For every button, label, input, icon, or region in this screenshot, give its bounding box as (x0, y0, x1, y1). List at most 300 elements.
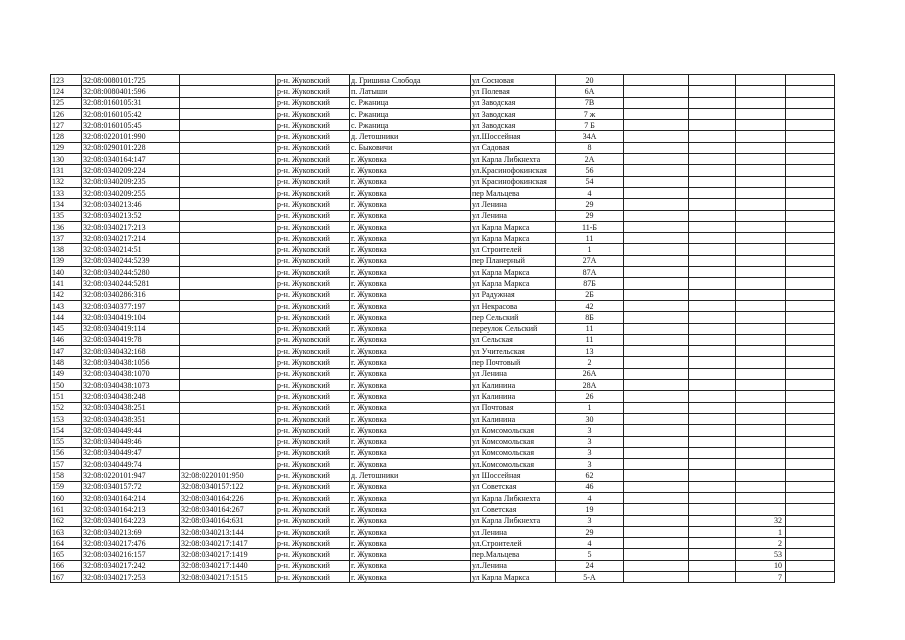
trailing-empty-cell (786, 380, 835, 391)
house-number-cell: 11-Б (556, 221, 624, 232)
extra-col-1-cell (624, 560, 689, 571)
extra-col-2-cell (689, 267, 736, 278)
table-row (51, 210, 835, 221)
house-number-cell: 20 (556, 75, 624, 86)
street-cell: ул Комсомольская (471, 436, 556, 447)
house-number-cell: 4 (556, 492, 624, 503)
trailing-empty-cell (786, 402, 835, 413)
table-row (51, 538, 835, 549)
locality-cell: г. Жуковка (350, 357, 471, 368)
extra-col-2-cell (689, 368, 736, 379)
extra-col-3-cell (736, 481, 786, 492)
parent-cadastral-number-cell (180, 142, 276, 153)
extra-col-1-cell (624, 86, 689, 97)
street-cell: ул.Красинофокинская (471, 165, 556, 176)
district-cell: р-н. Жуковский (276, 334, 350, 345)
cadastral-number-cell: 32:08:0340244:5280 (82, 267, 180, 278)
extra-col-2-cell (689, 289, 736, 300)
parent-cadastral-number-cell (180, 199, 276, 210)
cadastral-number-cell: 32:08:0340214:51 (82, 244, 180, 255)
locality-cell: г. Жуковка (350, 154, 471, 165)
trailing-empty-cell (786, 165, 835, 176)
cadastral-number-cell: 32:08:0340157:72 (82, 481, 180, 492)
extra-col-3-cell (736, 391, 786, 402)
cadastral-number-cell: 32:08:0340449:44 (82, 425, 180, 436)
extra-col-1-cell (624, 538, 689, 549)
table-row (51, 380, 835, 391)
house-number-cell: 11 (556, 334, 624, 345)
cadastral-number-cell: 32:08:0080401:596 (82, 86, 180, 97)
locality-cell: г. Жуковка (350, 199, 471, 210)
table-row (51, 221, 835, 232)
parent-cadastral-number-cell: 32:08:0340217:1417 (180, 538, 276, 549)
extra-col-1-cell (624, 413, 689, 424)
extra-col-2-cell (689, 380, 736, 391)
district-cell: р-н. Жуковский (276, 447, 350, 458)
trailing-empty-cell (786, 447, 835, 458)
trailing-empty-cell (786, 97, 835, 108)
locality-cell: г. Жуковка (350, 572, 471, 583)
parent-cadastral-number-cell (180, 380, 276, 391)
locality-cell: г. Жуковка (350, 165, 471, 176)
district-cell: р-н. Жуковский (276, 572, 350, 583)
cadastral-number-cell: 32:08:0340217:242 (82, 560, 180, 571)
parent-cadastral-number-cell: 32:08:0340164:267 (180, 504, 276, 515)
street-cell: ул.Строителей (471, 538, 556, 549)
extra-col-2-cell (689, 413, 736, 424)
extra-col-2-cell (689, 391, 736, 402)
trailing-empty-cell (786, 131, 835, 142)
register-table-body (51, 75, 835, 583)
street-cell: ул Красинофокинская (471, 176, 556, 187)
parent-cadastral-number-cell (180, 459, 276, 470)
street-cell: ул Шоссейная (471, 470, 556, 481)
street-cell: переулок Сельский (471, 323, 556, 334)
district-cell: р-н. Жуковский (276, 86, 350, 97)
locality-cell: г. Жуковка (350, 221, 471, 232)
parent-cadastral-number-cell: 32:08:0340217:1515 (180, 572, 276, 583)
extra-col-3-cell (736, 97, 786, 108)
district-cell: р-н. Жуковский (276, 459, 350, 470)
street-cell: ул Советская (471, 504, 556, 515)
parent-cadastral-number-cell (180, 210, 276, 221)
trailing-empty-cell (786, 492, 835, 503)
extra-col-2-cell (689, 346, 736, 357)
table-row (51, 515, 835, 526)
row-number-cell: 137 (51, 233, 82, 244)
parent-cadastral-number-cell (180, 233, 276, 244)
parent-cadastral-number-cell (180, 165, 276, 176)
cadastral-number-cell: 32:08:0340164:213 (82, 504, 180, 515)
parent-cadastral-number-cell (180, 176, 276, 187)
district-cell: р-н. Жуковский (276, 538, 350, 549)
street-cell: пер.Мальцева (471, 549, 556, 560)
locality-cell: г. Жуковка (350, 560, 471, 571)
parent-cadastral-number-cell (180, 97, 276, 108)
locality-cell: г. Жуковка (350, 244, 471, 255)
cadastral-number-cell: 32:08:0340438:251 (82, 402, 180, 413)
parent-cadastral-number-cell (180, 447, 276, 458)
row-number-cell: 149 (51, 368, 82, 379)
extra-col-1-cell (624, 165, 689, 176)
district-cell: р-н. Жуковский (276, 187, 350, 198)
trailing-empty-cell (786, 391, 835, 402)
parent-cadastral-number-cell (180, 413, 276, 424)
table-row (51, 120, 835, 131)
house-number-cell: 4 (556, 538, 624, 549)
locality-cell: г. Жуковка (350, 233, 471, 244)
locality-cell: г. Жуковка (350, 425, 471, 436)
parent-cadastral-number-cell: 32:08:0220101:950 (180, 470, 276, 481)
extra-col-1-cell (624, 481, 689, 492)
row-number-cell: 165 (51, 549, 82, 560)
district-cell: р-н. Жуковский (276, 142, 350, 153)
extra-col-3-cell (736, 492, 786, 503)
trailing-empty-cell (786, 86, 835, 97)
cadastral-number-cell: 32:08:0340438:1073 (82, 380, 180, 391)
extra-col-3-cell: 2 (736, 538, 786, 549)
extra-col-1-cell (624, 425, 689, 436)
extra-col-1-cell (624, 470, 689, 481)
locality-cell: г. Жуковка (350, 323, 471, 334)
trailing-empty-cell (786, 504, 835, 515)
table-row (51, 300, 835, 311)
cadastral-number-cell: 32:08:0340213:69 (82, 526, 180, 537)
table-row (51, 97, 835, 108)
extra-col-3-cell (736, 108, 786, 119)
extra-col-3-cell (736, 289, 786, 300)
row-number-cell: 142 (51, 289, 82, 300)
extra-col-3-cell (736, 436, 786, 447)
parent-cadastral-number-cell (180, 357, 276, 368)
extra-col-3-cell (736, 176, 786, 187)
district-cell: р-н. Жуковский (276, 120, 350, 131)
extra-col-1-cell (624, 176, 689, 187)
extra-col-1-cell (624, 323, 689, 334)
table-row (51, 346, 835, 357)
cadastral-number-cell: 32:08:0160105:31 (82, 97, 180, 108)
locality-cell: д. Летошники (350, 470, 471, 481)
extra-col-2-cell (689, 459, 736, 470)
house-number-cell: 7 ж (556, 108, 624, 119)
extra-col-3-cell (736, 300, 786, 311)
house-number-cell: 28А (556, 380, 624, 391)
extra-col-3-cell: 1 (736, 526, 786, 537)
extra-col-2-cell (689, 436, 736, 447)
trailing-empty-cell (786, 289, 835, 300)
register-table (50, 74, 835, 583)
table-row (51, 75, 835, 86)
extra-col-3-cell (736, 402, 786, 413)
extra-col-3-cell (736, 255, 786, 266)
district-cell: р-н. Жуковский (276, 176, 350, 187)
cadastral-number-cell: 32:08:0340164:147 (82, 154, 180, 165)
trailing-empty-cell (786, 357, 835, 368)
row-number-cell: 131 (51, 165, 82, 176)
street-cell: пер Сельский (471, 312, 556, 323)
row-number-cell: 140 (51, 267, 82, 278)
extra-col-1-cell (624, 221, 689, 232)
parent-cadastral-number-cell: 32:08:0340164:631 (180, 515, 276, 526)
extra-col-3-cell (736, 459, 786, 470)
extra-col-2-cell (689, 210, 736, 221)
district-cell: р-н. Жуковский (276, 75, 350, 86)
cadastral-number-cell: 32:08:0340217:476 (82, 538, 180, 549)
extra-col-1-cell (624, 120, 689, 131)
extra-col-2-cell (689, 300, 736, 311)
extra-col-3-cell (736, 425, 786, 436)
row-number-cell: 156 (51, 447, 82, 458)
house-number-cell: 2А (556, 154, 624, 165)
parent-cadastral-number-cell (180, 300, 276, 311)
row-number-cell: 125 (51, 97, 82, 108)
locality-cell: г. Жуковка (350, 447, 471, 458)
street-cell: ул Калинина (471, 413, 556, 424)
house-number-cell: 27А (556, 255, 624, 266)
extra-col-2-cell (689, 481, 736, 492)
cadastral-number-cell: 32:08:0340209:255 (82, 187, 180, 198)
district-cell: р-н. Жуковский (276, 368, 350, 379)
extra-col-3-cell (736, 368, 786, 379)
trailing-empty-cell (786, 255, 835, 266)
cadastral-number-cell: 32:08:0220101:990 (82, 131, 180, 142)
street-cell: ул.Комсомольская (471, 459, 556, 470)
locality-cell: с. Ржаница (350, 108, 471, 119)
street-cell: ул Калинина (471, 380, 556, 391)
table-row (51, 334, 835, 345)
street-cell: ул Садовая (471, 142, 556, 153)
trailing-empty-cell (786, 142, 835, 153)
parent-cadastral-number-cell (180, 334, 276, 345)
extra-col-1-cell (624, 233, 689, 244)
house-number-cell: 4 (556, 187, 624, 198)
parent-cadastral-number-cell: 32:08:0340164:226 (180, 492, 276, 503)
house-number-cell: 6А (556, 86, 624, 97)
table-row (51, 165, 835, 176)
row-number-cell: 163 (51, 526, 82, 537)
parent-cadastral-number-cell (180, 391, 276, 402)
house-number-cell: 19 (556, 504, 624, 515)
extra-col-3-cell: 53 (736, 549, 786, 560)
parent-cadastral-number-cell (180, 312, 276, 323)
district-cell: р-н. Жуковский (276, 278, 350, 289)
extra-col-3-cell (736, 278, 786, 289)
trailing-empty-cell (786, 538, 835, 549)
district-cell: р-н. Жуковский (276, 312, 350, 323)
house-number-cell: 7В (556, 97, 624, 108)
street-cell: ул Заводская (471, 120, 556, 131)
district-cell: р-н. Жуковский (276, 481, 350, 492)
extra-col-2-cell (689, 572, 736, 583)
cadastral-number-cell: 32:08:0340217:213 (82, 221, 180, 232)
trailing-empty-cell (786, 459, 835, 470)
trailing-empty-cell (786, 187, 835, 198)
extra-col-3-cell (736, 334, 786, 345)
row-number-cell: 155 (51, 436, 82, 447)
row-number-cell: 133 (51, 187, 82, 198)
extra-col-3-cell (736, 346, 786, 357)
extra-col-3-cell (736, 504, 786, 515)
extra-col-3-cell (736, 142, 786, 153)
table-row (51, 244, 835, 255)
district-cell: р-н. Жуковский (276, 233, 350, 244)
street-cell: ул Советская (471, 481, 556, 492)
street-cell: пер Почтовый (471, 357, 556, 368)
row-number-cell: 150 (51, 380, 82, 391)
extra-col-2-cell (689, 165, 736, 176)
parent-cadastral-number-cell (180, 425, 276, 436)
cadastral-number-cell: 32:08:0340438:351 (82, 413, 180, 424)
extra-col-1-cell (624, 346, 689, 357)
extra-col-1-cell (624, 402, 689, 413)
street-cell: ул Карла Маркса (471, 221, 556, 232)
house-number-cell: 29 (556, 199, 624, 210)
extra-col-2-cell (689, 334, 736, 345)
extra-col-1-cell (624, 300, 689, 311)
parent-cadastral-number-cell (180, 402, 276, 413)
locality-cell: г. Жуковка (350, 504, 471, 515)
row-number-cell: 162 (51, 515, 82, 526)
street-cell: ул Заводская (471, 97, 556, 108)
street-cell: ул Карла Маркса (471, 267, 556, 278)
street-cell: пер Мальцева (471, 187, 556, 198)
extra-col-3-cell (736, 267, 786, 278)
locality-cell: г. Жуковка (350, 380, 471, 391)
locality-cell: г. Жуковка (350, 346, 471, 357)
extra-col-2-cell (689, 470, 736, 481)
cadastral-number-cell: 32:08:0340244:5281 (82, 278, 180, 289)
parent-cadastral-number-cell: 32:08:0340217:1419 (180, 549, 276, 560)
cadastral-number-cell: 32:08:0080101:725 (82, 75, 180, 86)
house-number-cell: 11 (556, 233, 624, 244)
cadastral-number-cell: 32:08:0340209:235 (82, 176, 180, 187)
extra-col-2-cell (689, 560, 736, 571)
locality-cell: г. Жуковка (350, 289, 471, 300)
extra-col-2-cell (689, 142, 736, 153)
locality-cell: г. Жуковка (350, 436, 471, 447)
table-row (51, 312, 835, 323)
house-number-cell: 2Б (556, 289, 624, 300)
extra-col-3-cell (736, 357, 786, 368)
row-number-cell: 158 (51, 470, 82, 481)
extra-col-1-cell (624, 334, 689, 345)
house-number-cell: 8 (556, 142, 624, 153)
row-number-cell: 136 (51, 221, 82, 232)
row-number-cell: 134 (51, 199, 82, 210)
locality-cell: г. Жуковка (350, 391, 471, 402)
street-cell: ул Карла Либкнехта (471, 154, 556, 165)
trailing-empty-cell (786, 413, 835, 424)
extra-col-2-cell (689, 425, 736, 436)
parent-cadastral-number-cell (180, 436, 276, 447)
house-number-cell: 54 (556, 176, 624, 187)
table-row (51, 481, 835, 492)
row-number-cell: 129 (51, 142, 82, 153)
district-cell: р-н. Жуковский (276, 131, 350, 142)
cadastral-number-cell: 32:08:0160105:42 (82, 108, 180, 119)
locality-cell: г. Жуковка (350, 278, 471, 289)
row-number-cell: 153 (51, 413, 82, 424)
street-cell: ул Карла Либкнехта (471, 492, 556, 503)
row-number-cell: 128 (51, 131, 82, 142)
row-number-cell: 127 (51, 120, 82, 131)
locality-cell: г. Жуковка (350, 312, 471, 323)
extra-col-1-cell (624, 380, 689, 391)
extra-col-1-cell (624, 131, 689, 142)
locality-cell: г. Жуковка (350, 413, 471, 424)
street-cell: ул Комсомольская (471, 447, 556, 458)
trailing-empty-cell (786, 312, 835, 323)
district-cell: р-н. Жуковский (276, 165, 350, 176)
row-number-cell: 157 (51, 459, 82, 470)
trailing-empty-cell (786, 560, 835, 571)
extra-col-1-cell (624, 210, 689, 221)
street-cell: ул Сельская (471, 334, 556, 345)
extra-col-2-cell (689, 176, 736, 187)
trailing-empty-cell (786, 549, 835, 560)
district-cell: р-н. Жуковский (276, 289, 350, 300)
table-row (51, 131, 835, 142)
cadastral-number-cell: 32:08:0290101:228 (82, 142, 180, 153)
trailing-empty-cell (786, 221, 835, 232)
trailing-empty-cell (786, 481, 835, 492)
street-cell: ул Сосновая (471, 75, 556, 86)
trailing-empty-cell (786, 334, 835, 345)
parent-cadastral-number-cell: 32:08:0340217:1440 (180, 560, 276, 571)
row-number-cell: 130 (51, 154, 82, 165)
house-number-cell: 13 (556, 346, 624, 357)
district-cell: р-н. Жуковский (276, 436, 350, 447)
row-number-cell: 145 (51, 323, 82, 334)
cadastral-number-cell: 32:08:0340419:78 (82, 334, 180, 345)
extra-col-1-cell (624, 255, 689, 266)
street-cell: пер Планерный (471, 255, 556, 266)
house-number-cell: 29 (556, 210, 624, 221)
cadastral-number-cell: 32:08:0340213:46 (82, 199, 180, 210)
locality-cell: г. Жуковка (350, 492, 471, 503)
locality-cell: с. Ржаница (350, 97, 471, 108)
trailing-empty-cell (786, 425, 835, 436)
row-number-cell: 123 (51, 75, 82, 86)
row-number-cell: 146 (51, 334, 82, 345)
extra-col-3-cell (736, 413, 786, 424)
district-cell: р-н. Жуковский (276, 402, 350, 413)
street-cell: ул Карла Маркса (471, 572, 556, 583)
table-row (51, 526, 835, 537)
extra-col-2-cell (689, 120, 736, 131)
street-cell: ул.Шоссейная (471, 131, 556, 142)
street-cell: ул Ленина (471, 210, 556, 221)
extra-col-3-cell (736, 75, 786, 86)
cadastral-number-cell: 32:08:0340216:157 (82, 549, 180, 560)
extra-col-1-cell (624, 142, 689, 153)
extra-col-2-cell (689, 526, 736, 537)
table-row (51, 267, 835, 278)
extra-col-2-cell (689, 244, 736, 255)
extra-col-2-cell (689, 199, 736, 210)
trailing-empty-cell (786, 199, 835, 210)
extra-col-2-cell (689, 504, 736, 515)
house-number-cell: 56 (556, 165, 624, 176)
house-number-cell: 46 (556, 481, 624, 492)
extra-col-3-cell (736, 131, 786, 142)
parent-cadastral-number-cell (180, 75, 276, 86)
extra-col-2-cell (689, 515, 736, 526)
row-number-cell: 160 (51, 492, 82, 503)
table-row (51, 492, 835, 503)
locality-cell: г. Жуковка (350, 368, 471, 379)
street-cell: ул Полевая (471, 86, 556, 97)
